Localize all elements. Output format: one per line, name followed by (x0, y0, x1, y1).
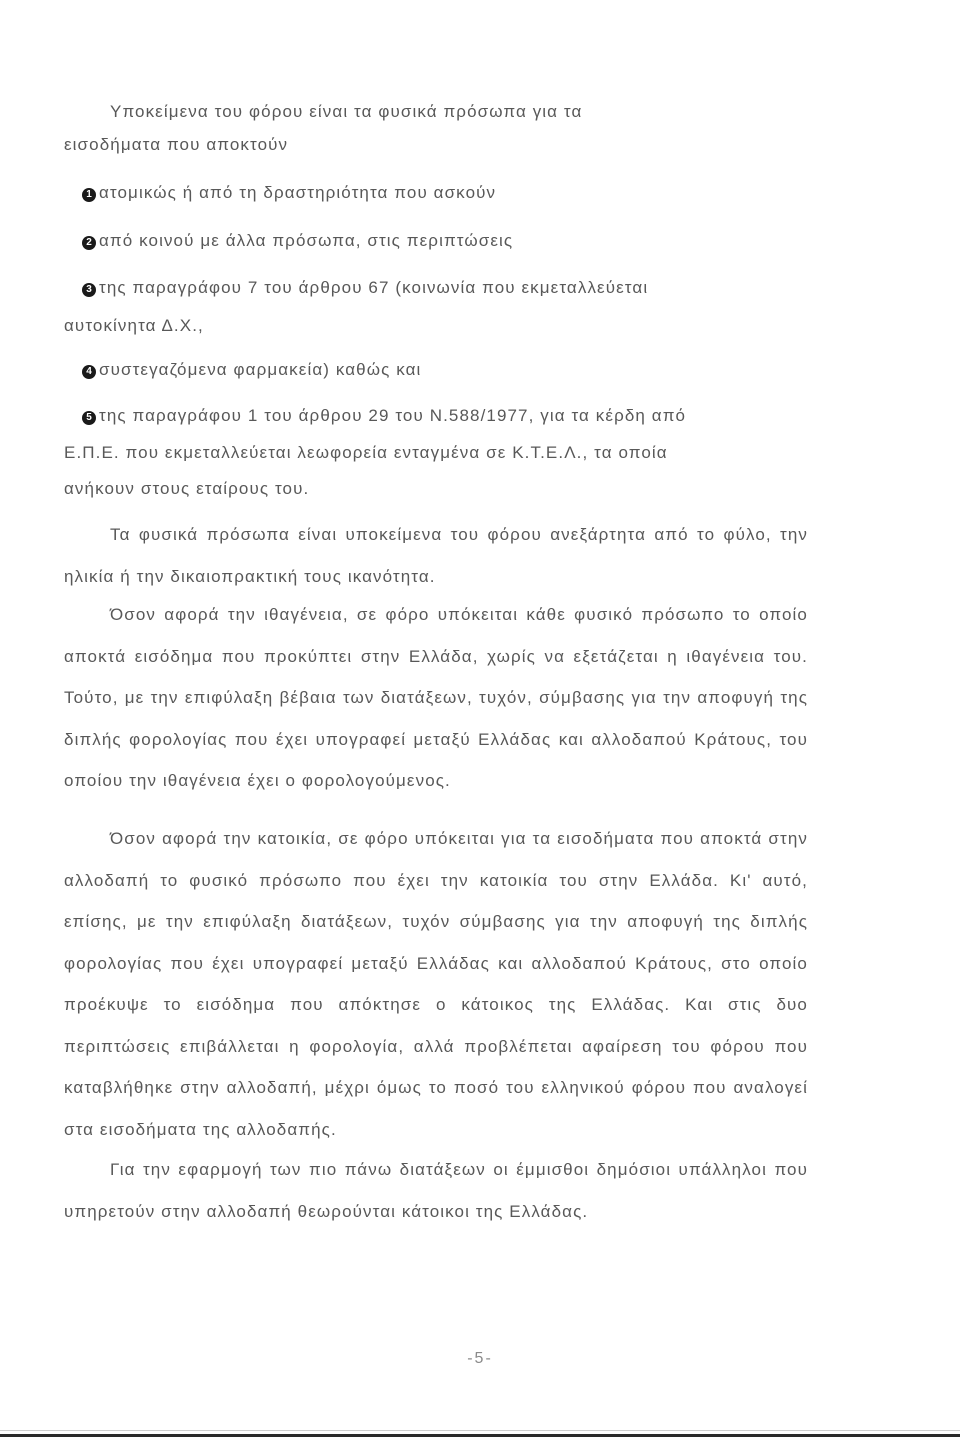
paragraph (64, 514, 808, 597)
list-item (82, 220, 808, 262)
list-item-continuation: αυτοκίνητα Δ.Χ., (64, 316, 204, 335)
scan-edge-line (0, 1434, 960, 1437)
paragraph (64, 818, 808, 1150)
list-item-text: της παραγράφου 7 του άρθρου 67 (κοινωνία που εκμεταλλεύεται (99, 278, 649, 297)
paragraph-text: Για την εφαρμογή των πιο πάνω διατάξεων οι έμμισθοι δημόσιοι υπάλληλοι που υπηρετούν στην αλλοδαπή θεωρούνται κάτοικοι της Ελλάδας. (64, 1160, 808, 1221)
number-badge: 2 (82, 236, 96, 250)
number-badge: 5 (82, 411, 96, 425)
intro-line-2: εισοδήματα που αποκτούν (64, 135, 289, 154)
list-item-text: συστεγαζόμενα φαρμακεία) καθώς και (99, 360, 422, 379)
paragraph (64, 1149, 808, 1232)
list-item (82, 267, 808, 309)
number-badge: 4 (82, 365, 96, 379)
paragraph-text: Όσον αφορά την κατοικία, σε φόρο υπόκειται για τα εισοδήματα που αποκτά στην αλλοδαπή το φυσικό πρόσωπο που έχει την κατοικία του στην Ελλάδα. Κι' αυτό, επίσης, με την επιφύλαξη διατάξεων, τυχόν σύμβασης για την αποφυγή της διπλής φορολογίας που έχει υπογραφεί μεταξύ Ελλάδας και αλλοδαπού Κράτους, στο οποίο προέκυψε το εισόδημα που απόκτησε ο κάτοικος της Ελλάδας. Και στις δυο περιπτώσεις επιβάλλεται η φορολογία, αλλά προβλέπεται αφαίρεση του φόρου που καταβλήθηκε στην αλλοδαπή, μέχρι όμως το ποσό του ελληνικού φόρου που αναλογεί στα εισοδήματα της αλλοδαπής. (64, 829, 808, 1139)
page-number: -5- (467, 1350, 493, 1367)
list-item-text: ατομικώς ή από τη δραστηριότητα που ασκούν (99, 183, 497, 202)
list-item-continuation-container (64, 468, 808, 510)
list-item-continuation-2: ανήκουν στους εταίρους του. (64, 479, 310, 498)
list-item-text: της παραγράφου 1 του άρθρου 29 του Ν.588/1977, για τα κέρδη από (99, 406, 687, 425)
list-item-continuation: Ε.Π.Ε. που εκμεταλλεύεται λεωφορεία ενταγμένα σε Κ.Τ.Ε.Λ., τα οποία (64, 443, 668, 462)
paragraph-text: Τα φυσικά πρόσωπα είναι υποκείμενα του φόρου ανεξάρτητα από το φύλο, την ηλικία ή την δικαιοπρακτική τους ικανότητα. (64, 525, 808, 586)
intro-line-1: Υποκείμενα του φόρου είναι τα φυσικά πρόσωπα για τα (110, 102, 583, 121)
list-item-text: από κοινού με άλλα πρόσωπα, στις περιπτώσεις (99, 231, 514, 250)
paragraph-text: Όσον αφορά την ιθαγένεια, σε φόρο υπόκειται κάθε φυσικό πρόσωπο το οποίο αποκτά εισόδημα που προκύπτει στην Ελλάδα, χωρίς να εξετάζεται η ιθαγένεια του. Τούτο, με την επιφύλαξη βέβαια των διατάξεων, τυχόν, σύμβασης για την αποφυγή της διπλής φορολογίας που έχει υπογραφεί μεταξύ Ελλάδας και αλλοδαπού Κράτους, του οποίου την ιθαγένεια έχει ο φορολογούμενος. (64, 605, 808, 790)
list-item (82, 172, 808, 214)
number-badge: 1 (82, 188, 96, 202)
scan-edge-highlight (0, 1430, 960, 1431)
intro-line-2-container (64, 124, 808, 166)
paragraph (64, 594, 808, 802)
list-item (82, 349, 808, 391)
list-item-continuation-container (64, 305, 808, 347)
list-item (82, 395, 808, 437)
number-badge: 3 (82, 283, 96, 297)
